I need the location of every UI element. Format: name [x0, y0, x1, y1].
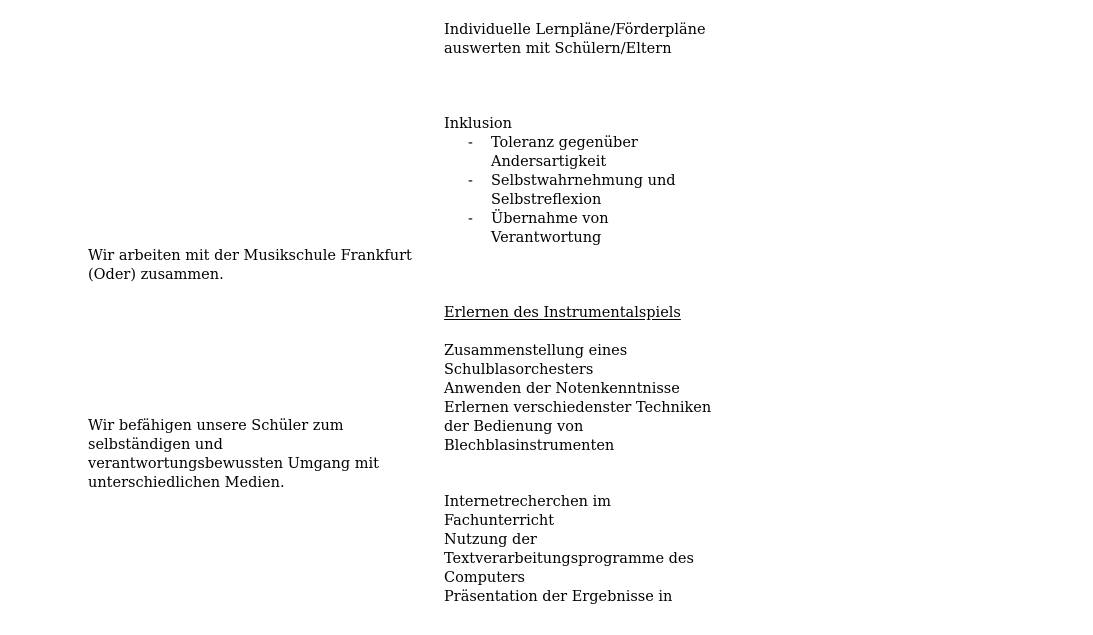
instrumental-heading: Erlernen des Instrumentalspiels — [444, 305, 681, 321]
medien-paragraph — [88, 417, 379, 493]
text-line: Zusammenstellung eines — [444, 343, 628, 359]
list-item — [444, 172, 676, 210]
text-line: Computers — [444, 570, 525, 586]
list-item — [444, 210, 676, 248]
text-line: selbständigen und — [88, 437, 223, 453]
text-line: Schulblasorchesters — [444, 362, 594, 378]
text-line: Übernahme von — [491, 211, 609, 227]
inklusion-list — [444, 134, 676, 248]
text-line: Individuelle Lernpläne/Förderpläne — [444, 22, 706, 38]
text-line: Erlernen verschiedenster Techniken — [444, 400, 712, 416]
text-line: auswerten mit Schülern/Eltern — [444, 41, 672, 57]
text-line: Textverarbeitungsprogramme des — [444, 551, 694, 567]
text-line: (Oder) zusammen. — [88, 267, 224, 283]
instrumental-heading-block — [444, 304, 681, 323]
text-line: der Bedienung von — [444, 419, 584, 435]
text-line: Internetrecherchen im — [444, 494, 612, 510]
list-item — [444, 134, 676, 172]
dash-bullet: - — [468, 173, 473, 189]
text-line: Wir arbeiten mit der Musikschule Frankfurt — [88, 248, 412, 264]
text-line: Fachunterricht — [444, 513, 555, 529]
text-line: Präsentation der Ergebnisse in — [444, 589, 673, 605]
text-line: Anwenden der Notenkenntnisse — [444, 381, 680, 397]
text-line: Wir befähigen unsere Schüler zum — [88, 418, 344, 434]
text-line: Selbstreflexion — [491, 192, 602, 208]
text-line: Verantwortung — [491, 230, 602, 246]
text-line: Andersartigkeit — [491, 154, 607, 170]
instrumental-paragraph — [444, 342, 711, 456]
inklusion-section — [444, 115, 676, 248]
text-line: Blechblasinstrumenten — [444, 438, 615, 454]
text-line: unterschiedlichen Medien. — [88, 475, 285, 491]
dash-bullet: - — [468, 135, 473, 151]
dash-bullet: - — [468, 211, 473, 227]
internet-paragraph — [444, 493, 694, 607]
text-line: Nutzung der — [444, 532, 537, 548]
text-line: Toleranz gegenüber — [491, 135, 638, 151]
text-line: Selbstwahrnehmung und — [491, 173, 676, 189]
inklusion-heading: Inklusion — [444, 116, 512, 132]
text-line: verantwortungsbewussten Umgang mit — [88, 456, 380, 472]
musikschule-paragraph — [88, 247, 412, 285]
lernplaene-paragraph — [444, 21, 706, 59]
